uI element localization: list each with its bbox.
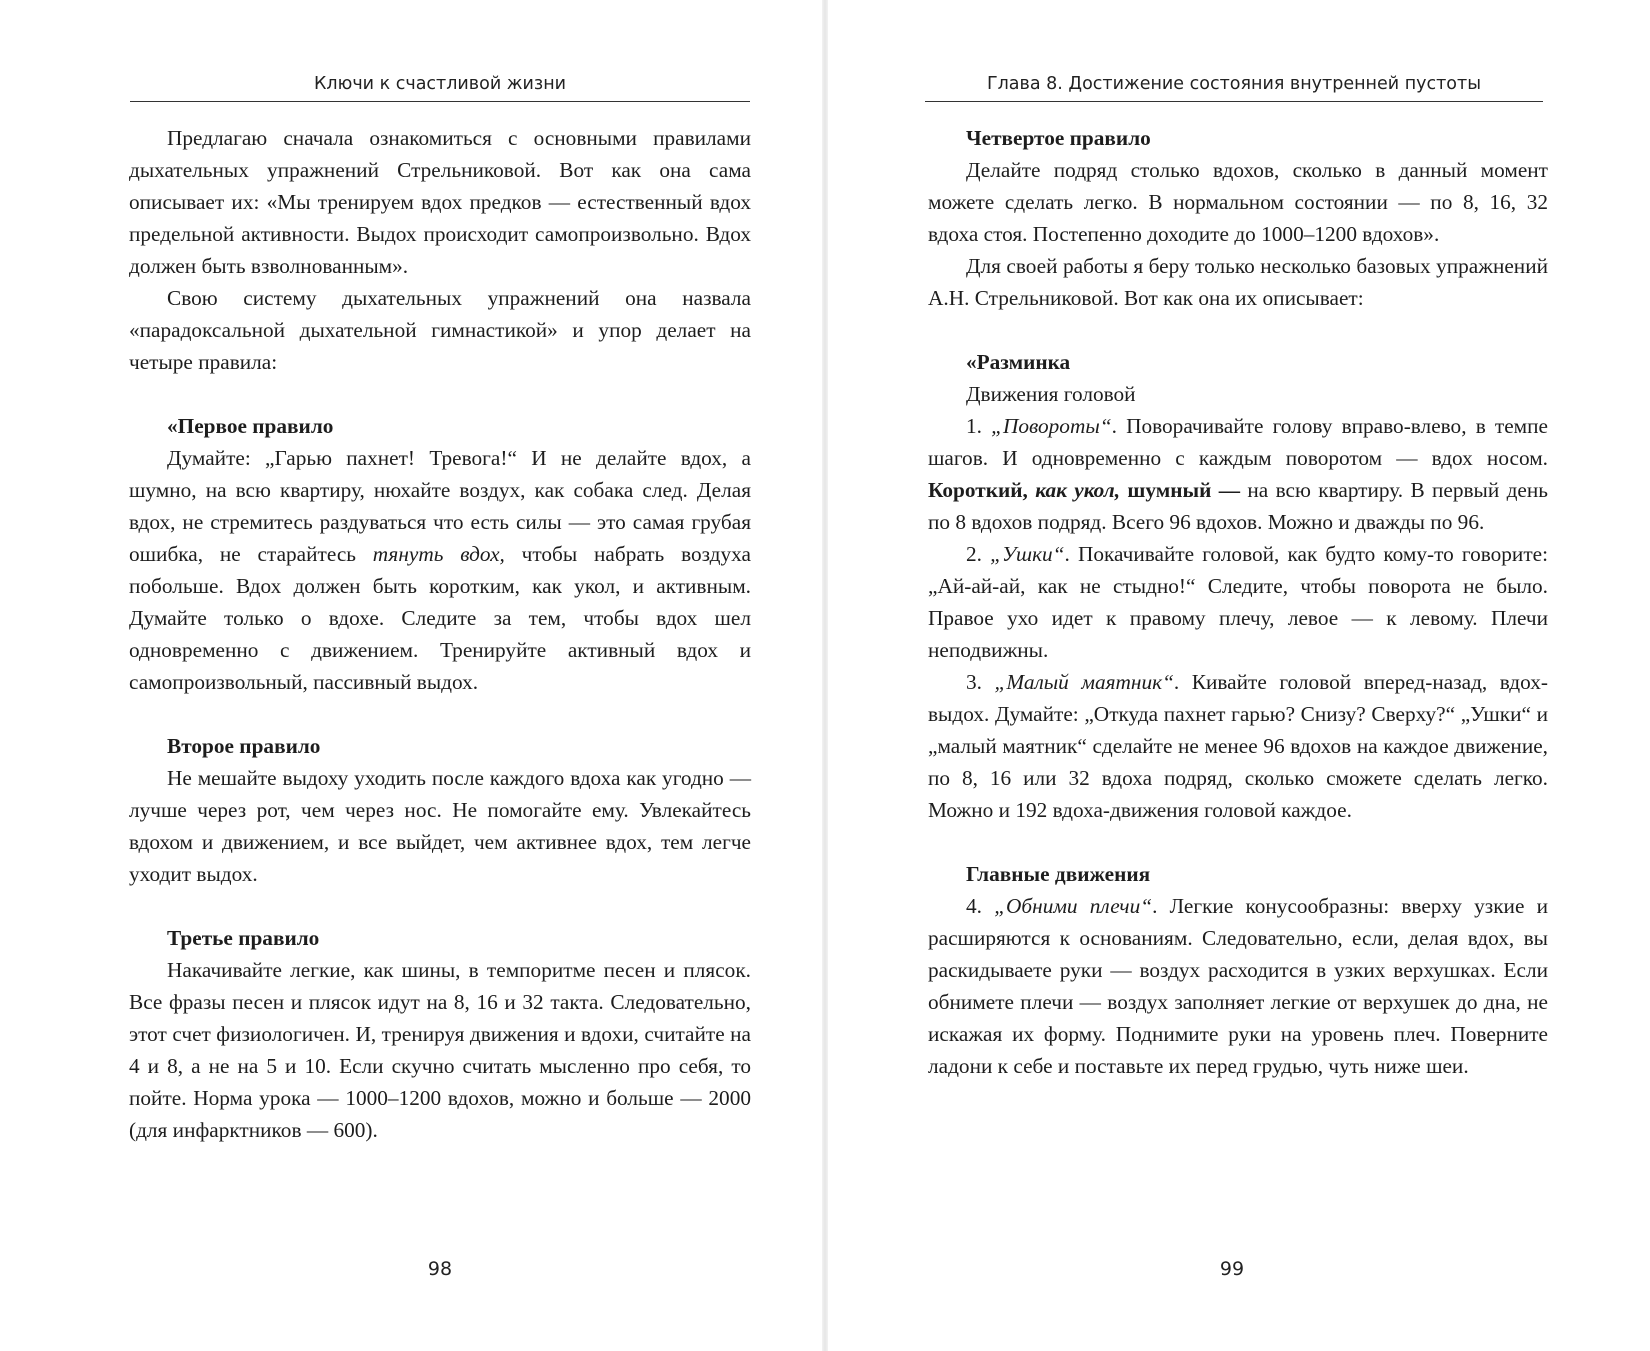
right-page-body	[928, 122, 1548, 1082]
paragraph-rule-4: Делайте подряд столько вдохов, сколько в данный момент можете сделать легко. В нормальном состоянии — по 8, 16, 32 вдоха стоя. Постепенно доходите до 1000–1200 вдохов».	[928, 158, 1548, 246]
header-rule-left	[130, 101, 750, 102]
paragraph-intro-1: Предлагаю сначала ознакомиться с основными правилами дыхательных упражнений Стрельниковой. Вот как она сама описывает их: «Мы тренируем вдох предков — естественный вдох предельной активности. Выдох происходит самопроизвольно. Вдох должен быть взволнованным».	[129, 126, 751, 278]
page-number-left: 98	[427, 1258, 453, 1280]
heading-main-moves: Главные движения	[966, 862, 1151, 886]
paragraph-exercise-2: 2. „Ушки“. Покачивайте головой, как будто кому-то говорите: „Ай-ай-ай, как не стыдно!“ Следите, чтобы поворота не было. Правое ухо идет к правому плечу, левое — к левому. Плечи неподвижны.	[928, 542, 1549, 662]
left-page-body	[129, 122, 751, 1146]
emphasis-text: тянуть вдох,	[372, 542, 505, 566]
paragraph-exercise-3: 3. „Малый маятник“. Кивайте головой вперед-назад, вдох-выдох. Думайте: „Откуда пахнет гарью? Снизу? Сверху?“ „Ушки“ и „малый маятник“ сделайте не менее 96 вдохов на каждое движение, по 8, 16 или 32 вдоха подряд, сколько сможете сделать легко. Можно и 192 вдоха-движения головой каждое.	[928, 670, 1548, 822]
running-head-right: Глава 8. Достижение состояния внутренней пустоты	[986, 74, 1482, 94]
heading-rule-2: Второе правило	[167, 734, 321, 758]
paragraph-intro-2: Свою систему дыхательных упражнений она назвала «парадоксальной дыхательной гимнастикой» и упор делает на четыре правила:	[129, 286, 751, 374]
heading-warmup: «Разминка	[966, 350, 1071, 374]
page-number-right: 99	[1219, 1258, 1245, 1280]
paragraph-rule-1: Думайте: „Гарью пахнет! Тревога!“ И не делайте вдох, а шумно, на всю квартиру, нюхайте воздух, как собака след. Делая вдох, не стремитесь раздуваться что есть силы — это самая грубая ошибка, не старайтесь тянуть вдох, чтобы набрать воздуха побольше. Вдох должен быть коротким, как укол, и активным. Думайте только о вдохе. Следите за тем, чтобы вдох шел одновременно с движением. Тренируйте активный вдох и самопроизвольный, пассивный выдох.	[129, 446, 751, 694]
heading-rule-4: Четвертое правило	[966, 126, 1151, 150]
exercise-name: „Малый маятник“	[994, 670, 1174, 694]
exercise-name: „Повороты“	[991, 414, 1112, 438]
paragraph-rule-2: Не мешайте выдоху уходить после каждого вдоха как угодно — лучше через рот, чем через нос. Не помогайте ему. Увлекайтесь вдохом и движением, и все выйдет, чем активнее вдох, тем легче уходит выдох.	[129, 766, 751, 886]
running-head-left: Ключи к счастливой жизни	[313, 74, 567, 94]
header-rule-right	[925, 101, 1543, 102]
subheading-head-movements: Движения головой	[966, 382, 1136, 406]
paragraph-exercise-4: 4. „Обними плечи“. Легкие конусообразны: вверху узкие и расширяются к основаниям. Следовательно, если, делая вдох, вы раскидываете руки — воздух расходится в узких верхушках. Если обнимете плечи — воздух заполняет легкие от верхушек до дна, не искажая их форму. Поднимите руки на уровень плеч. Поверните ладони к себе и поставьте их перед грудью, чуть ниже шеи.	[928, 894, 1549, 1078]
paragraph-basics: Для своей работы я беру только несколько базовых упражнений А.Н. Стрельниковой. Вот как она их описывает:	[928, 254, 1548, 310]
paragraph-rule-3: Накачивайте легкие, как шины, в темпоритме песен и плясок. Все фразы песен и плясок идут на 8, 16 и 32 такта. Следовательно, этот счет физиологичен. И, тренируя движения и вдохи, считайте на 4 и 8, а не на 5 и 10. Если скучно считать мысленно про себя, то пойте. Норма урока — 1000–1200 вдохов, можно и больше — 2000 (для инфарктников — 600).	[129, 958, 751, 1142]
paragraph-exercise-1: 1. „Повороты“. Поворачивайте голову вправо-влево, в темпе шагов. И одновременно с каждым поворотом — вдох носом. Короткий, как укол, шумный — на всю квартиру. В первый день по 8 вдохов подряд. Всего 96 вдохов. Можно и дважды по 96.	[928, 414, 1549, 534]
heading-rule-3: Третье правило	[167, 926, 320, 950]
heading-rule-1: «Первое правило	[167, 414, 334, 438]
right-page	[825, 0, 1650, 1351]
exercise-name: „Обними плечи“	[994, 894, 1153, 918]
exercise-name: „Ушки“	[990, 542, 1065, 566]
